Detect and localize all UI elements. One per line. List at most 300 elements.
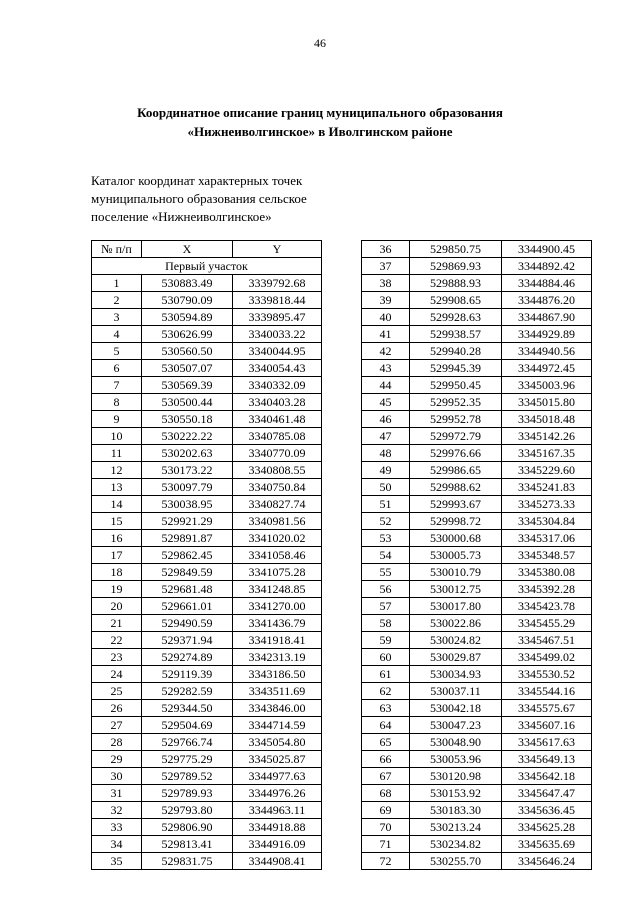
point-number: 36 [362, 241, 410, 258]
coordinate-x: 529921.29 [142, 513, 233, 530]
header-x: X [142, 241, 233, 258]
table-row [92, 326, 322, 343]
coordinates-table-right [361, 240, 592, 870]
table-row [362, 360, 592, 377]
table-row [92, 377, 322, 394]
table-header-row [92, 241, 322, 258]
coordinate-y: 3345229.60 [502, 462, 592, 479]
coordinate-x: 529891.87 [142, 530, 233, 547]
section-label: Первый участок [92, 258, 322, 275]
coordinate-y: 3341020.02 [233, 530, 322, 547]
coordinate-x: 529888.93 [410, 275, 502, 292]
coordinate-x: 529766.74 [142, 734, 233, 751]
coordinate-y: 3345499.02 [502, 649, 592, 666]
coordinate-y: 3345575.67 [502, 700, 592, 717]
table-row [92, 309, 322, 326]
point-number: 43 [362, 360, 410, 377]
point-number: 33 [92, 819, 142, 836]
point-number: 44 [362, 377, 410, 394]
coordinate-y: 3343186.50 [233, 666, 322, 683]
coordinate-y: 3340044.95 [233, 343, 322, 360]
coordinate-y: 3343846.00 [233, 700, 322, 717]
point-number: 10 [92, 428, 142, 445]
table-row [92, 394, 322, 411]
point-number: 61 [362, 666, 410, 683]
coordinate-y: 3345348.57 [502, 547, 592, 564]
coordinate-x: 530883.49 [142, 275, 233, 292]
point-number: 48 [362, 445, 410, 462]
coordinate-y: 3339818.44 [233, 292, 322, 309]
coordinate-y: 3342313.19 [233, 649, 322, 666]
coordinate-y: 3344929.89 [502, 326, 592, 343]
table-row [362, 853, 592, 870]
table-row [362, 666, 592, 683]
coordinate-y: 3344908.41 [233, 853, 322, 870]
table-row [362, 649, 592, 666]
coordinate-y: 3344900.45 [502, 241, 592, 258]
table-row [92, 717, 322, 734]
coordinate-x: 530048.90 [410, 734, 502, 751]
coordinate-y: 3345392.28 [502, 581, 592, 598]
coordinate-y: 3345636.45 [502, 802, 592, 819]
coordinate-y: 3340332.09 [233, 377, 322, 394]
table-row [92, 785, 322, 802]
table-row [362, 819, 592, 836]
table-row [92, 768, 322, 785]
coordinate-y: 3344918.88 [233, 819, 322, 836]
coordinate-y: 3345544.16 [502, 683, 592, 700]
coordinate-x: 529504.69 [142, 717, 233, 734]
point-number: 34 [92, 836, 142, 853]
coordinate-y: 3345647.47 [502, 785, 592, 802]
point-number: 19 [92, 581, 142, 598]
coordinate-y: 3341075.28 [233, 564, 322, 581]
coordinate-x: 530034.93 [410, 666, 502, 683]
point-number: 31 [92, 785, 142, 802]
point-number: 45 [362, 394, 410, 411]
coordinate-x: 529972.79 [410, 428, 502, 445]
coordinate-y: 3340827.74 [233, 496, 322, 513]
coordinate-x: 529119.39 [142, 666, 233, 683]
table-row [362, 411, 592, 428]
coordinate-x: 529976.66 [410, 445, 502, 462]
table-row [92, 343, 322, 360]
table-row [362, 394, 592, 411]
coordinate-y: 3340403.28 [233, 394, 322, 411]
coordinate-y: 3345317.06 [502, 530, 592, 547]
coordinate-x: 530173.22 [142, 462, 233, 479]
coordinate-x: 530038.95 [142, 496, 233, 513]
point-number: 55 [362, 564, 410, 581]
coordinate-x: 529952.78 [410, 411, 502, 428]
coordinate-x: 529274.89 [142, 649, 233, 666]
point-number: 71 [362, 836, 410, 853]
coordinate-x: 530790.09 [142, 292, 233, 309]
table-row [362, 275, 592, 292]
coordinate-x: 530222.22 [142, 428, 233, 445]
point-number: 69 [362, 802, 410, 819]
coordinate-y: 3345455.29 [502, 615, 592, 632]
table-row [362, 632, 592, 649]
table-row [92, 411, 322, 428]
coordinate-x: 529998.72 [410, 513, 502, 530]
point-number: 2 [92, 292, 142, 309]
coordinate-x: 530024.82 [410, 632, 502, 649]
coordinate-y: 3340750.84 [233, 479, 322, 496]
point-number: 3 [92, 309, 142, 326]
coordinate-y: 3344977.63 [233, 768, 322, 785]
point-number: 41 [362, 326, 410, 343]
coordinate-y: 3345625.28 [502, 819, 592, 836]
coordinate-x: 530626.99 [142, 326, 233, 343]
coordinate-x: 529940.28 [410, 343, 502, 360]
point-number: 12 [92, 462, 142, 479]
coordinate-y: 3344972.45 [502, 360, 592, 377]
coordinate-x: 529371.94 [142, 632, 233, 649]
table-row [362, 768, 592, 785]
table-row [362, 292, 592, 309]
left-table-body [92, 275, 322, 870]
coordinate-x: 530010.79 [410, 564, 502, 581]
table-row [92, 819, 322, 836]
coordinate-y: 3345054.80 [233, 734, 322, 751]
section-row [92, 258, 322, 275]
coordinate-y: 3344876.20 [502, 292, 592, 309]
coordinate-x: 530234.82 [410, 836, 502, 853]
table-row [92, 751, 322, 768]
coordinate-x: 529789.52 [142, 768, 233, 785]
point-number: 70 [362, 819, 410, 836]
coordinate-y: 3340981.56 [233, 513, 322, 530]
point-number: 46 [362, 411, 410, 428]
coordinate-y: 3345241.83 [502, 479, 592, 496]
table-row [92, 530, 322, 547]
point-number: 21 [92, 615, 142, 632]
point-number: 30 [92, 768, 142, 785]
table-row [92, 632, 322, 649]
point-number: 63 [362, 700, 410, 717]
coordinate-x: 529908.65 [410, 292, 502, 309]
table-row [362, 479, 592, 496]
coordinate-x: 529950.45 [410, 377, 502, 394]
table-row [92, 615, 322, 632]
coordinate-x: 530017.80 [410, 598, 502, 615]
coordinate-y: 3345530.52 [502, 666, 592, 683]
catalog-caption [91, 172, 361, 226]
table-row [362, 615, 592, 632]
table-row [362, 751, 592, 768]
coordinate-x: 530594.89 [142, 309, 233, 326]
coordinate-y: 3343511.69 [233, 683, 322, 700]
coordinate-y: 3344892.42 [502, 258, 592, 275]
coordinate-y: 3345649.13 [502, 751, 592, 768]
coordinate-y: 3340054.43 [233, 360, 322, 377]
coordinate-x: 530029.87 [410, 649, 502, 666]
point-number: 72 [362, 853, 410, 870]
coordinate-x: 530202.63 [142, 445, 233, 462]
coordinate-y: 3341270.00 [233, 598, 322, 615]
caption-line-2: муниципального образования сельское [91, 191, 307, 206]
table-row [92, 802, 322, 819]
coordinate-x: 529938.57 [410, 326, 502, 343]
coordinate-y: 3345617.63 [502, 734, 592, 751]
table-row [92, 547, 322, 564]
document-title [40, 103, 600, 141]
coordinate-x: 529806.90 [142, 819, 233, 836]
point-number: 42 [362, 343, 410, 360]
coordinate-x: 530012.75 [410, 581, 502, 598]
coordinate-y: 3341918.41 [233, 632, 322, 649]
coordinate-x: 530183.30 [410, 802, 502, 819]
coordinates-table-left [91, 240, 322, 870]
coordinate-y: 3344916.09 [233, 836, 322, 853]
point-number: 11 [92, 445, 142, 462]
table-row [362, 700, 592, 717]
coordinate-x: 530213.24 [410, 819, 502, 836]
coordinate-y: 3341058.46 [233, 547, 322, 564]
table-row [362, 598, 592, 615]
table-row [362, 343, 592, 360]
table-row [362, 581, 592, 598]
coordinate-x: 530037.11 [410, 683, 502, 700]
table-row [362, 802, 592, 819]
point-number: 24 [92, 666, 142, 683]
coordinate-x: 530000.68 [410, 530, 502, 547]
point-number: 9 [92, 411, 142, 428]
coordinate-x: 530022.86 [410, 615, 502, 632]
right-table-body [362, 241, 592, 870]
coordinate-y: 3341436.79 [233, 615, 322, 632]
point-number: 56 [362, 581, 410, 598]
page-number: 46 [314, 36, 326, 50]
table-row [362, 683, 592, 700]
coordinate-y: 3345273.33 [502, 496, 592, 513]
point-number: 37 [362, 258, 410, 275]
table-row [92, 700, 322, 717]
table-row [362, 326, 592, 343]
coordinate-y: 3340808.55 [233, 462, 322, 479]
coordinate-y: 3345167.35 [502, 445, 592, 462]
point-number: 39 [362, 292, 410, 309]
coordinate-y: 3345380.08 [502, 564, 592, 581]
coordinate-x: 529681.48 [142, 581, 233, 598]
coordinate-y: 3340461.48 [233, 411, 322, 428]
coordinate-y: 3345423.78 [502, 598, 592, 615]
coordinate-x: 529831.75 [142, 853, 233, 870]
table-row [362, 377, 592, 394]
table-row [362, 428, 592, 445]
coordinate-y: 3345642.18 [502, 768, 592, 785]
table-row [92, 513, 322, 530]
caption-line-1: Каталог координат характерных точек [91, 173, 303, 188]
point-number: 27 [92, 717, 142, 734]
point-number: 49 [362, 462, 410, 479]
point-number: 52 [362, 513, 410, 530]
coordinate-x: 530053.96 [410, 751, 502, 768]
coordinate-x: 529993.67 [410, 496, 502, 513]
header-y: Y [233, 241, 322, 258]
coordinate-y: 3339792.68 [233, 275, 322, 292]
coordinate-x: 530550.18 [142, 411, 233, 428]
header-number: № п/п [92, 241, 142, 258]
point-number: 57 [362, 598, 410, 615]
point-number: 66 [362, 751, 410, 768]
point-number: 29 [92, 751, 142, 768]
table-row [362, 241, 592, 258]
coordinate-y: 3344976.26 [233, 785, 322, 802]
table-row [362, 836, 592, 853]
table-row [362, 258, 592, 275]
coordinate-x: 529344.50 [142, 700, 233, 717]
coordinate-y: 3345025.87 [233, 751, 322, 768]
table-row [362, 445, 592, 462]
table-row [92, 836, 322, 853]
coordinate-y: 3345015.80 [502, 394, 592, 411]
coordinate-x: 530120.98 [410, 768, 502, 785]
coordinate-x: 530153.92 [410, 785, 502, 802]
point-number: 8 [92, 394, 142, 411]
coordinate-x: 529850.75 [410, 241, 502, 258]
coordinate-y: 3345607.16 [502, 717, 592, 734]
point-number: 28 [92, 734, 142, 751]
coordinate-x: 529952.35 [410, 394, 502, 411]
point-number: 13 [92, 479, 142, 496]
coordinate-y: 3345304.84 [502, 513, 592, 530]
table-row [92, 496, 322, 513]
coordinate-y: 3344867.90 [502, 309, 592, 326]
point-number: 5 [92, 343, 142, 360]
coordinate-y: 3341248.85 [233, 581, 322, 598]
point-number: 65 [362, 734, 410, 751]
coordinate-x: 530569.39 [142, 377, 233, 394]
coordinate-y: 3345467.51 [502, 632, 592, 649]
point-number: 7 [92, 377, 142, 394]
coordinate-y: 3339895.47 [233, 309, 322, 326]
coordinate-x: 529986.65 [410, 462, 502, 479]
table-row [362, 513, 592, 530]
table-row [92, 649, 322, 666]
point-number: 18 [92, 564, 142, 581]
point-number: 16 [92, 530, 142, 547]
point-number: 1 [92, 275, 142, 292]
coordinate-x: 529849.59 [142, 564, 233, 581]
table-row [92, 734, 322, 751]
point-number: 51 [362, 496, 410, 513]
table-row [92, 666, 322, 683]
coordinate-x: 529789.93 [142, 785, 233, 802]
point-number: 62 [362, 683, 410, 700]
point-number: 38 [362, 275, 410, 292]
coordinate-x: 529988.62 [410, 479, 502, 496]
coordinate-y: 3345003.96 [502, 377, 592, 394]
point-number: 54 [362, 547, 410, 564]
coordinate-x: 530560.50 [142, 343, 233, 360]
point-number: 14 [92, 496, 142, 513]
point-number: 64 [362, 717, 410, 734]
title-line-1: Координатное описание границ муниципального образования [137, 105, 503, 120]
table-row [362, 564, 592, 581]
coordinate-x: 529928.63 [410, 309, 502, 326]
coordinate-x: 530097.79 [142, 479, 233, 496]
coordinate-y: 3345646.24 [502, 853, 592, 870]
point-number: 15 [92, 513, 142, 530]
table-row [92, 564, 322, 581]
coordinate-x: 529282.59 [142, 683, 233, 700]
coordinate-x: 529945.39 [410, 360, 502, 377]
coordinate-x: 530047.23 [410, 717, 502, 734]
coordinate-y: 3340770.09 [233, 445, 322, 462]
coordinate-x: 530507.07 [142, 360, 233, 377]
coordinate-y: 3345142.26 [502, 428, 592, 445]
point-number: 47 [362, 428, 410, 445]
point-number: 25 [92, 683, 142, 700]
coordinate-x: 529813.41 [142, 836, 233, 853]
point-number: 58 [362, 615, 410, 632]
table-row [362, 734, 592, 751]
title-line-2: «Нижнеиволгинское» в Иволгинском районе [187, 124, 453, 139]
point-number: 22 [92, 632, 142, 649]
table-row [92, 428, 322, 445]
table-row [92, 479, 322, 496]
point-number: 40 [362, 309, 410, 326]
point-number: 35 [92, 853, 142, 870]
point-number: 68 [362, 785, 410, 802]
table-row [92, 462, 322, 479]
coordinate-y: 3344963.11 [233, 802, 322, 819]
table-row [362, 309, 592, 326]
table-row [92, 598, 322, 615]
table-row [92, 275, 322, 292]
table-row [92, 683, 322, 700]
table-row [92, 292, 322, 309]
table-row [362, 717, 592, 734]
point-number: 26 [92, 700, 142, 717]
point-number: 67 [362, 768, 410, 785]
point-number: 20 [92, 598, 142, 615]
table-row [362, 547, 592, 564]
coordinate-y: 3340033.22 [233, 326, 322, 343]
coordinate-x: 529661.01 [142, 598, 233, 615]
coordinate-x: 530005.73 [410, 547, 502, 564]
coordinate-x: 530500.44 [142, 394, 233, 411]
coordinate-x: 529862.45 [142, 547, 233, 564]
coordinate-x: 529793.80 [142, 802, 233, 819]
coordinate-x: 529869.93 [410, 258, 502, 275]
point-number: 23 [92, 649, 142, 666]
table-row [92, 581, 322, 598]
table-row [92, 360, 322, 377]
coordinate-x: 530255.70 [410, 853, 502, 870]
point-number: 59 [362, 632, 410, 649]
coordinate-y: 3344884.46 [502, 275, 592, 292]
table-row [92, 445, 322, 462]
table-row [362, 462, 592, 479]
coordinate-x: 529490.59 [142, 615, 233, 632]
point-number: 4 [92, 326, 142, 343]
table-row [362, 785, 592, 802]
point-number: 53 [362, 530, 410, 547]
point-number: 17 [92, 547, 142, 564]
table-row [92, 853, 322, 870]
table-row [362, 530, 592, 547]
coordinate-y: 3344714.59 [233, 717, 322, 734]
point-number: 6 [92, 360, 142, 377]
coordinate-x: 530042.18 [410, 700, 502, 717]
caption-line-3: поселение «Нижнеиволгинское» [91, 209, 272, 224]
point-number: 50 [362, 479, 410, 496]
coordinate-y: 3345018.48 [502, 411, 592, 428]
coordinate-y: 3340785.08 [233, 428, 322, 445]
